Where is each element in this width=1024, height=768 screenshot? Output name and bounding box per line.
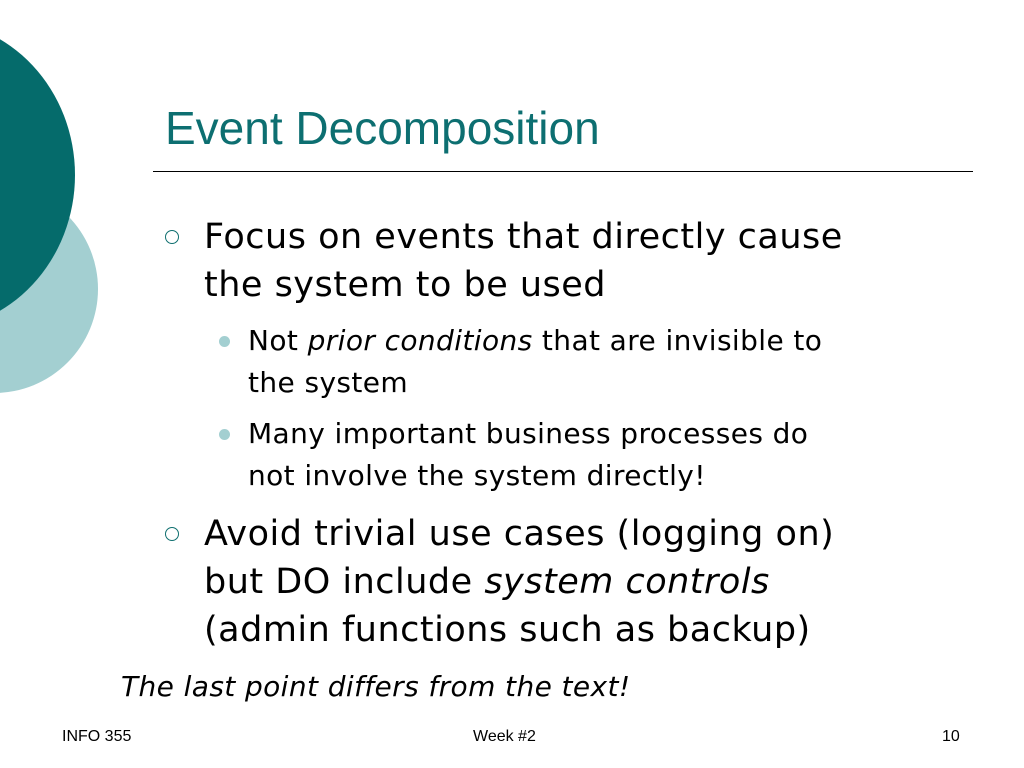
sub-bullet-1-emphasis: prior conditions — [307, 324, 533, 357]
bullet-1-line-1: Focus on events that directly cause — [204, 217, 843, 257]
footer-slide-number: 10 — [942, 728, 960, 745]
bullet-1 — [204, 213, 843, 309]
sub-bullet-2 — [248, 413, 808, 497]
bullet-2-emphasis: system controls — [484, 562, 770, 602]
hollow-circle-bullet-icon — [165, 230, 179, 244]
hollow-circle-bullet-icon — [165, 527, 179, 541]
sub-bullet-1-line-1 — [248, 320, 822, 362]
sub-bullet-2-line-2: not involve the system directly! — [248, 459, 706, 492]
title-divider — [153, 171, 973, 172]
bullet-2-line-3: (admin functions such as backup) — [204, 610, 811, 650]
sub-bullet-1-line-2: the system — [248, 366, 409, 399]
bullet-2-line-1: Avoid trivial use cases (logging on) — [204, 514, 835, 554]
sub-bullet-1-text-b: that are invisible to — [532, 324, 823, 357]
bullet-1-line-2: the system to be used — [204, 265, 607, 305]
footer-course: INFO 355 — [62, 728, 132, 745]
sub-bullet-1 — [248, 320, 822, 404]
sub-bullet-2-line-1: Many important business processes do — [248, 417, 809, 450]
slide-note: The last point differs from the text! — [121, 670, 631, 703]
slide-title: Event Decomposition — [165, 102, 600, 154]
bullet-2-text-a: but DO include — [204, 562, 485, 602]
filled-dot-bullet-icon — [219, 336, 230, 347]
filled-dot-bullet-icon — [219, 429, 230, 440]
bullet-2 — [204, 510, 834, 654]
footer-week: Week #2 — [473, 728, 536, 745]
bullet-2-line-2 — [204, 558, 834, 606]
sub-bullet-1-text-a: Not — [248, 324, 308, 357]
